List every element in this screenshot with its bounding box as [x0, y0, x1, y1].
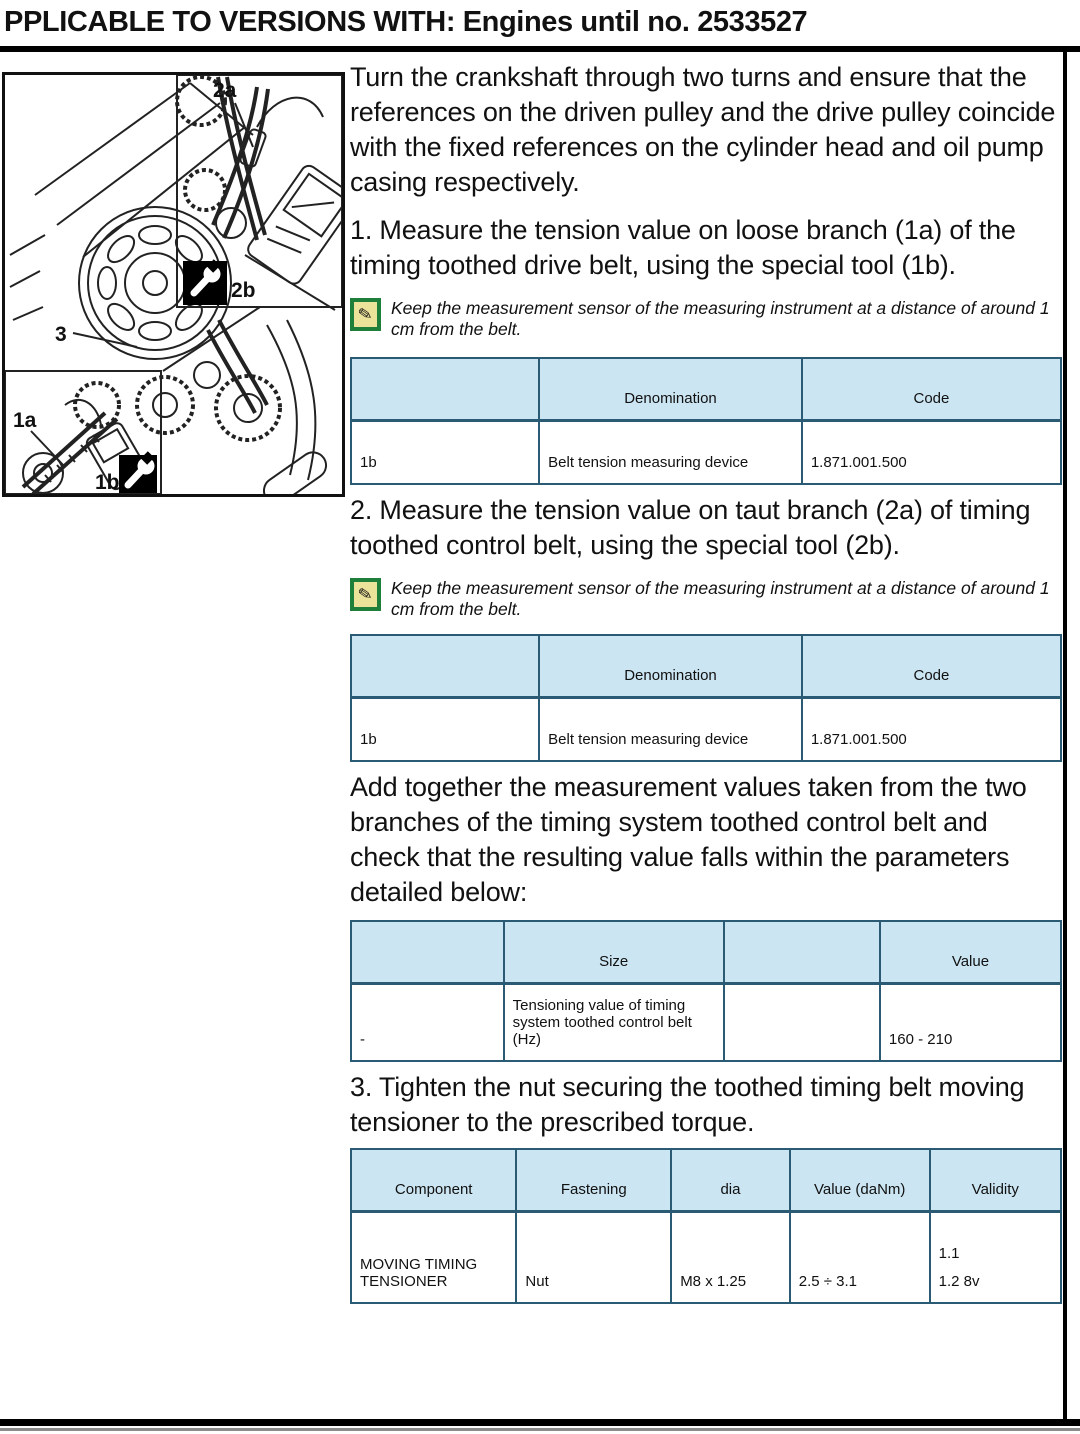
- torque-table-cell-value: 2.5 ÷ 3.1: [790, 1211, 930, 1303]
- tool-table-2: [350, 634, 1062, 762]
- add-together-paragraph: Add together the measurement values taken from the two branches of the timing system toothed control belt and check that the resulting value falls within the parameters detailed below:: [350, 772, 1027, 907]
- engine-diagram-svg: [5, 75, 342, 494]
- figure-label-3: 3: [55, 323, 67, 346]
- tool-table-2-header-blank: [351, 635, 539, 697]
- tool-table-1-cell-denomination: Belt tension measuring device: [539, 420, 802, 484]
- torque-table-cell-fastening: Nut: [516, 1211, 671, 1303]
- tool-table-1-header-code: Code: [802, 358, 1061, 420]
- torque-table-header-validity: Validity: [930, 1149, 1061, 1211]
- tool-table-2-cell-denomination: Belt tension measuring device: [539, 697, 802, 761]
- torque-table-header-fastening: Fastening: [516, 1149, 671, 1211]
- size-table-cell-dash: -: [351, 983, 504, 1061]
- step-3-paragraph: 3. Tighten the nut securing the toothed timing belt moving tensioner to the prescribed torque.: [350, 1072, 1025, 1137]
- torque-table-header-dia: dia: [671, 1149, 790, 1211]
- tool-table-1: [350, 357, 1062, 485]
- note-icon: ✎: [350, 578, 381, 611]
- engine-diagram-figure: [2, 72, 345, 497]
- tool-table-2-header-denomination: Denomination: [539, 635, 802, 697]
- size-value-table: [350, 920, 1062, 1062]
- tool-table-2-header-code: Code: [802, 635, 1061, 697]
- size-table-header-blank2: [724, 921, 880, 983]
- step-1-paragraph: 1. Measure the tension value on loose branch (1a) of the timing toothed drive belt, using the special tool (1b).: [350, 215, 1016, 280]
- figure-label-2a: 2a: [213, 79, 237, 102]
- size-table-cell-blank: [724, 983, 880, 1061]
- validity-line-1: 1.1: [938, 1245, 960, 1262]
- note-box-2: [350, 578, 1063, 620]
- figure-label-2b: 2b: [231, 279, 256, 302]
- instruction-content: [350, 52, 1063, 1304]
- table-row: [351, 420, 1061, 484]
- table-row: [351, 1211, 1061, 1303]
- torque-table-header-component: Component: [351, 1149, 516, 1211]
- size-table-cell-value: 160 - 210: [880, 983, 1061, 1061]
- inset-2a2b: [177, 75, 342, 307]
- size-table-cell-size: Tensioning value of timing system toothed control belt (Hz): [504, 983, 724, 1061]
- intro-paragraph: Turn the crankshaft through two turns and ensure that the references on the driven pulley and the drive pulley coincide with the fixed references on the cylinder head and oil pump casing respectively.: [350, 62, 1056, 197]
- size-table-header-size: Size: [504, 921, 724, 983]
- tool-table-2-cell-ref: 1b: [351, 697, 539, 761]
- note-text: Keep the measurement sensor of the measuring instrument at a distance of around 1 cm from the belt.: [391, 298, 1050, 339]
- tool-table-2-cell-code: 1.871.001.500: [802, 697, 1061, 761]
- size-table-header-blank1: [351, 921, 504, 983]
- validity-line-2: 1.2 8v: [938, 1273, 980, 1290]
- torque-table-cell-component: MOVING TIMING TENSIONER: [351, 1211, 516, 1303]
- torque-table-cell-validity: [930, 1211, 1061, 1303]
- figure-label-1b: 1b: [95, 471, 120, 494]
- engine-main-view: [10, 83, 335, 494]
- torque-table: [350, 1148, 1062, 1304]
- page-title: PPLICABLE TO VERSIONS WITH: Engines until no. 2533527: [4, 6, 808, 38]
- tool-table-1-cell-ref: 1b: [351, 420, 539, 484]
- inset-1a1b: [5, 371, 161, 494]
- torque-table-cell-dia: M8 x 1.25: [671, 1211, 790, 1303]
- frame-bottom-border: [0, 1419, 1080, 1426]
- table-row: [351, 697, 1061, 761]
- figure-label-1a: 1a: [13, 409, 37, 432]
- step-2-paragraph: 2. Measure the tension value on taut branch (2a) of timing toothed control belt, using the special tool (2b).: [350, 495, 1031, 560]
- table-row: [351, 983, 1061, 1061]
- tool-table-1-header-denomination: Denomination: [539, 358, 802, 420]
- tool-table-1-header-blank: [351, 358, 539, 420]
- note-text: Keep the measurement sensor of the measuring instrument at a distance of around 1 cm from the belt.: [391, 578, 1050, 619]
- frame-right-border: [1063, 46, 1067, 1426]
- note-box-1: [350, 298, 1063, 340]
- frame-bottom-shadow: [0, 1428, 1080, 1431]
- torque-table-header-value: Value (daNm): [790, 1149, 930, 1211]
- note-icon: ✎: [350, 298, 381, 331]
- size-table-header-value: Value: [880, 921, 1061, 983]
- tool-table-1-cell-code: 1.871.001.500: [802, 420, 1061, 484]
